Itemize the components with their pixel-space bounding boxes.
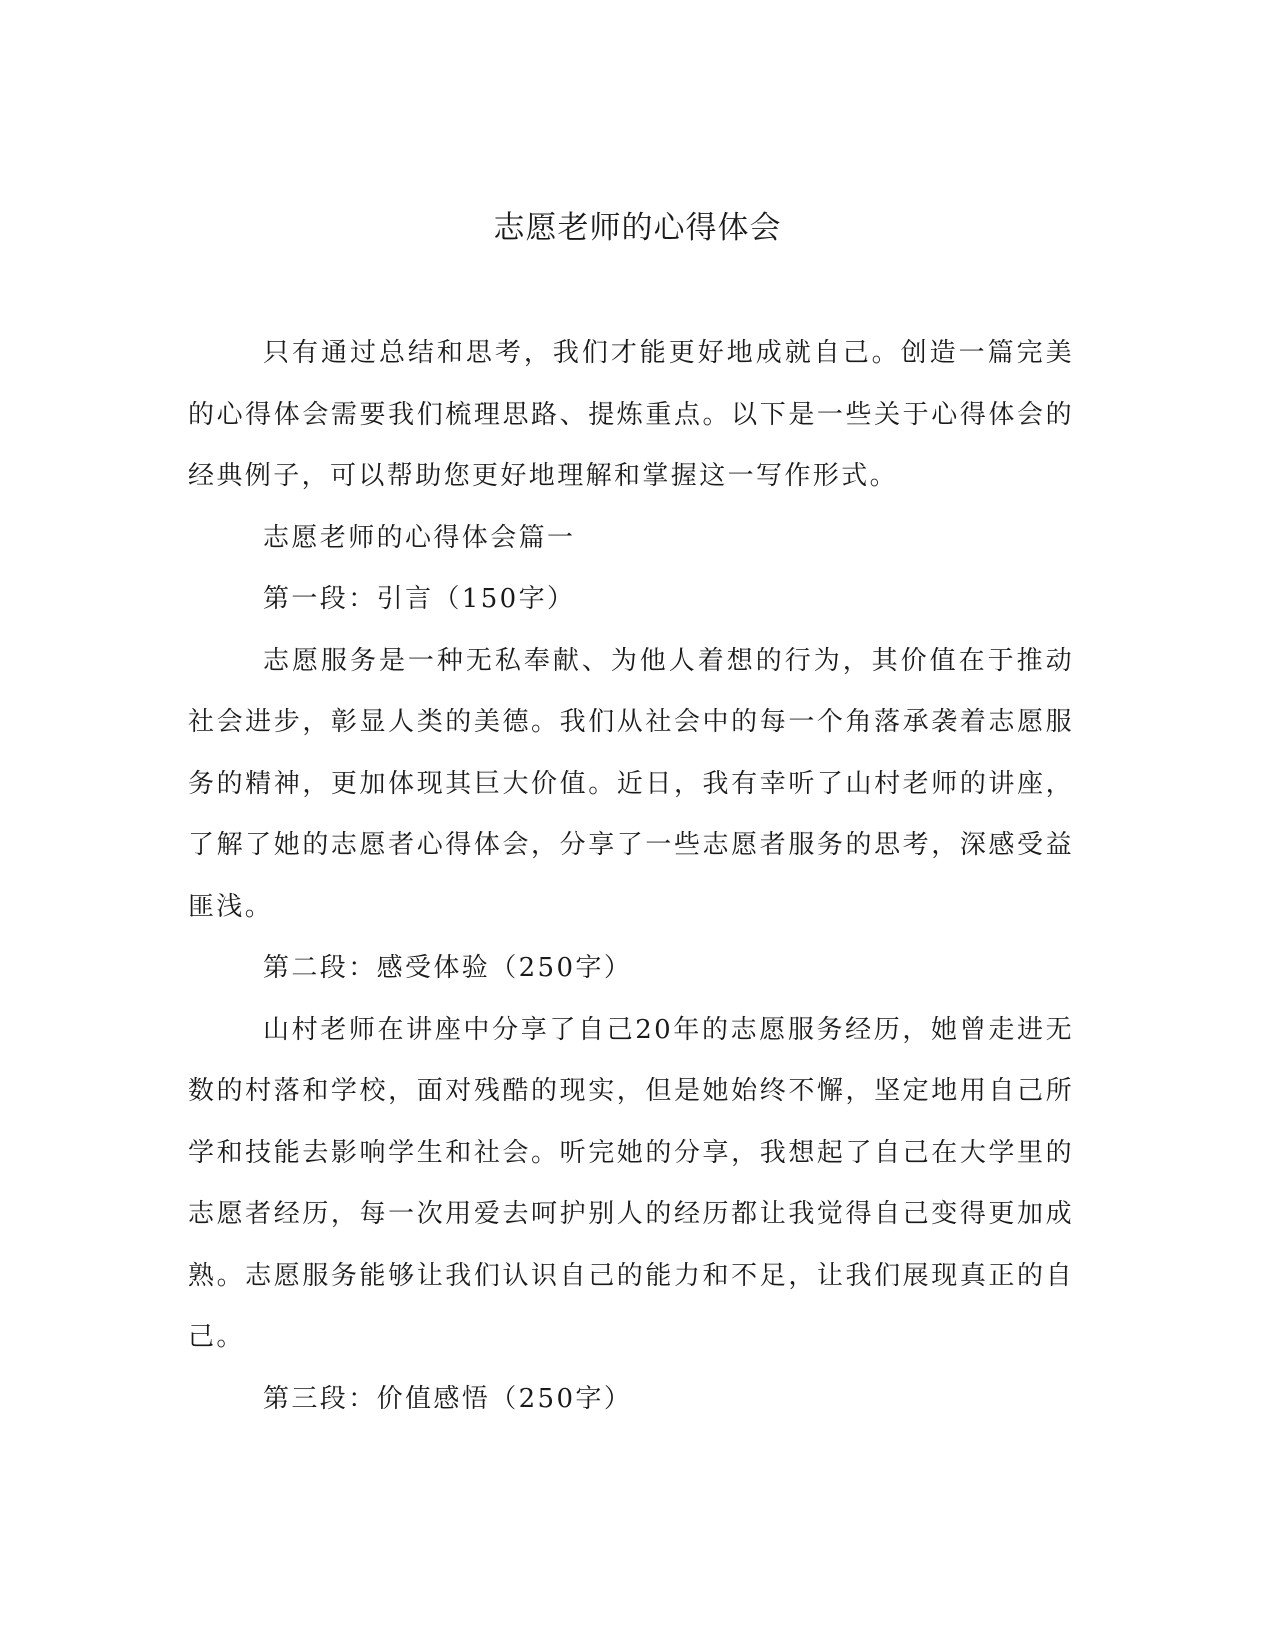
document-body — [188, 323, 1074, 1430]
subheading-third-section: 第三段：价值感悟（250字） — [263, 1383, 633, 1414]
subheading-second-section: 第二段：感受体验（250字） — [263, 953, 633, 983]
subheading-first-section: 第一段：引言（150字） — [263, 584, 576, 614]
document-title: 志愿老师的心得体会 — [493, 210, 782, 246]
intro-paragraph: 只有通过总结和思考，我们才能更好地成就自己。创造一篇完美的心得体会需要我们梳理思路、提炼重点。以下是一些关于心得体会的经典例子，可以帮助您更好地理解和掌握这一写作形式。 — [188, 338, 1074, 491]
body-paragraph-introduction: 志愿服务是一种无私奉献、为他人着想的行为，其价值在于推动社会进步，彰显人类的美德。我们从社会中的每一个角落承袭着志愿服务的精神，更加体现其巨大价值。近日，我有幸听了山村老师的讲座，了解了她的志愿者心得体会，分享了一些志愿者服务的思考，深感受益匪浅。 — [188, 645, 1074, 922]
section-heading-part-one: 志愿老师的心得体会篇一 — [263, 522, 576, 553]
body-paragraph-experience: 山村老师在讲座中分享了自己20年的志愿服务经历，她曾走进无数的村落和学校，面对残酷的现实，但是她始终不懈，坚定地用自己所学和技能去影响学生和社会。听完她的分享，我想起了自己在大学里的志愿者经历，每一次用爱去呵护别人的经历都让我觉得自己变得更加成熟。志愿服务能够让我们认识自己的能力和不足，让我们展现真正的自己。 — [188, 1014, 1074, 1352]
